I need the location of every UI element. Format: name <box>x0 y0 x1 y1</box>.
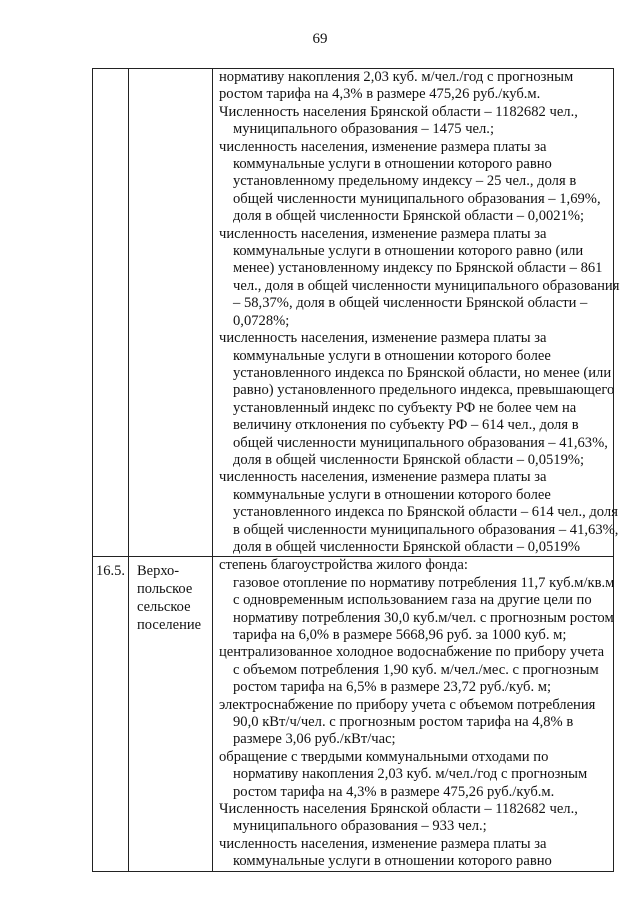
text-line: установленного индекса по Брянской области, но менее (или <box>233 364 612 381</box>
text-line: общей численности муниципального образования – 41,63%, <box>233 434 608 451</box>
text-line: электроснабжение по прибору учета с объемом потребления <box>219 696 596 713</box>
text-line: чел., доля в общей численности муниципального образования <box>233 277 620 294</box>
text-line: коммунальные услуги в отношении которого равно <box>233 156 552 173</box>
text-line: ростом тарифа на 6,5% в размере 23,72 руб./куб. м; <box>233 679 552 696</box>
text-line: доля в общей численности Брянской области – 0,0519%; <box>233 451 585 468</box>
text-line: муниципального образования – 933 чел.; <box>233 818 487 835</box>
settlement-name-line: Верхо- <box>137 563 180 580</box>
table-row <box>93 557 614 871</box>
text-line: Численность населения Брянской области – 1182682 чел., <box>219 103 578 120</box>
text-line: численность населения, изменение размера платы за <box>219 138 547 155</box>
text-line: доля в общей численности Брянской области – 0,0021%; <box>233 208 585 225</box>
text-line: численность населения, изменение размера платы за <box>219 225 547 242</box>
text-line: численность населения, изменение размера платы за <box>219 469 547 486</box>
document-table <box>92 68 620 872</box>
settlement-name-line: польское <box>137 581 193 598</box>
text-line: доля в общей численности Брянской области – 0,0519% <box>233 538 581 555</box>
text-line: ростом тарифа на 4,3% в размере 475,26 руб./куб.м. <box>233 783 555 800</box>
text-line: 0,0728%; <box>233 312 290 329</box>
text-line: коммунальные услуги в отношении которого более <box>233 347 551 364</box>
description-cell <box>213 557 614 871</box>
text-line: величину отклонения по субъекту РФ – 614 чел., доля в <box>233 417 579 434</box>
text-line: муниципального образования – 1475 чел.; <box>233 121 495 138</box>
text-line: коммунальные услуги в отношении которого более <box>233 486 551 503</box>
text-line: коммунальные услуги в отношении которого равно (или <box>233 243 584 260</box>
text-line: с одновременным использованием газа на другие цели по <box>233 592 592 609</box>
text-line: численность населения, изменение размера платы за <box>219 330 547 347</box>
text-line: установленного индекса по Брянской области – 614 чел., доля <box>233 504 618 521</box>
text-line: нормативу потребления 30,0 куб.м/чел. с прогнозным ростом <box>233 609 614 626</box>
text-line: общей численности муниципального образования – 1,69%, <box>233 190 601 207</box>
settlement-name-cell <box>129 557 213 871</box>
text-line: газовое отопление по нормативу потребления 11,7 куб.м/кв.м <box>233 574 615 591</box>
text-line: равно) установленного предельного индекса, превышающего <box>233 382 615 399</box>
settlement-name-cell <box>129 69 213 557</box>
text-line: тарифа на 6,0% в размере 5668,96 руб. за 1000 куб. м; <box>233 627 567 643</box>
text-line: нормативу накопления 2,03 куб. м/чел./год с прогнозным <box>219 69 574 85</box>
text-line: численность населения, изменение размера платы за <box>219 835 547 852</box>
settlement-name-line: поселение <box>137 617 202 634</box>
text-line: менее) установленному индексу по Брянской области – 861 <box>233 260 603 277</box>
row-number-cell <box>93 69 129 557</box>
text-line: в общей численности муниципального образования – 41,63%, <box>233 521 619 538</box>
text-line: Численность населения Брянской области – 1182682 чел., <box>219 801 578 818</box>
text-line: 90,0 кВт/ч/чел. с прогнозным ростом тарифа на 4,8% в <box>233 714 574 731</box>
text-line: с объемом потребления 1,90 куб. м/чел./мес. с прогнозным <box>233 661 599 678</box>
text-line: централизованное холодное водоснабжение по прибору учета <box>219 644 605 661</box>
description-cell <box>213 69 620 557</box>
text-line: установленный индекс по субъекту РФ не более чем на <box>233 399 577 416</box>
text-line: размере 3,06 руб./кВт/час; <box>233 731 396 748</box>
text-line: – 58,37%, доля в общей численности Брянской области – <box>233 295 588 312</box>
table-row <box>93 69 614 557</box>
settlement-name-line: сельское <box>137 599 191 616</box>
text-line: обращение с твердыми коммунальными отходами по <box>219 748 549 765</box>
text-line: коммунальные услуги в отношении которого равно <box>233 853 552 870</box>
text-line: степень благоустройства жилого фонда: <box>219 557 468 574</box>
row-number-cell: 16.5. <box>93 557 129 871</box>
text-line: ростом тарифа на 4,3% в размере 475,26 руб./куб.м. <box>219 86 541 103</box>
text-line: установленному предельному индексу – 25 чел., доля в <box>233 173 577 190</box>
page-number: 69 <box>312 31 328 47</box>
text-line: нормативу накопления 2,03 куб. м/чел./год с прогнозным <box>233 766 588 783</box>
